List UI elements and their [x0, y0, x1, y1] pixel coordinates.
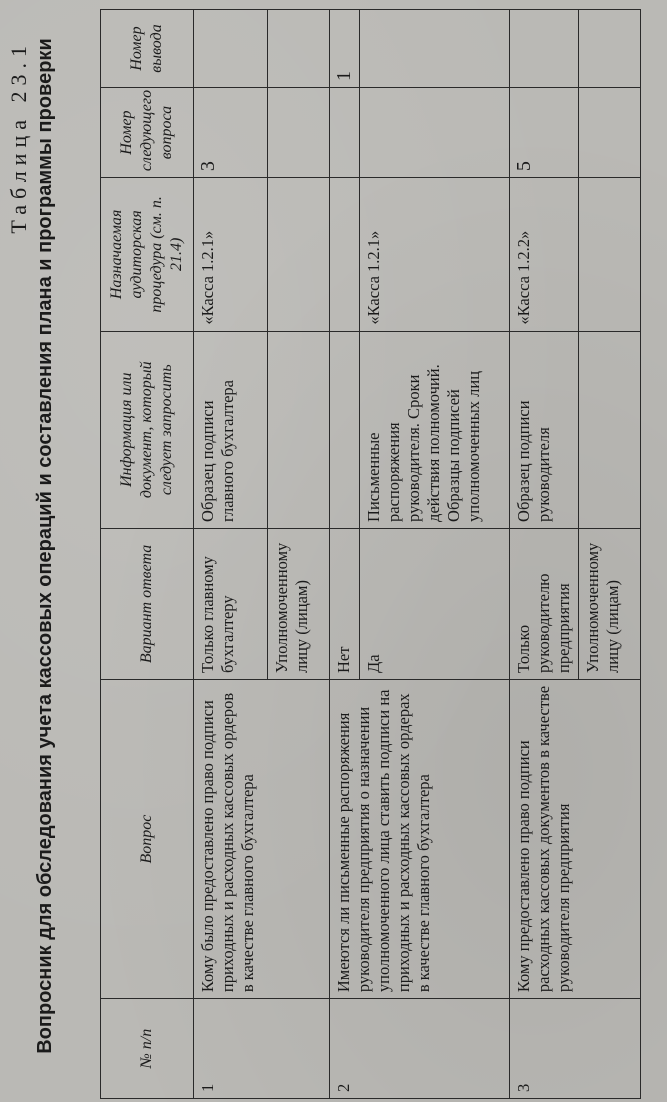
row-number: 2	[330, 999, 510, 1099]
question-text: Кому было предоставлено право подписи приходных и расходных кассовых ордеров в качестве главного бухгалтера	[194, 679, 330, 998]
col-header-question: Вопрос	[101, 679, 194, 998]
col-header-info: Информация или документ, который следует запросить	[101, 331, 194, 528]
col-header-procedure: Назначаемая аудиторская процедура (см. п. 21.4)	[101, 178, 194, 331]
answer-option: Нет	[330, 528, 360, 679]
answer-option: Только руководителю предприятия	[510, 528, 579, 679]
table-row	[194, 10, 268, 1099]
next-question: 3	[194, 88, 268, 178]
col-header-num: № п/п	[101, 999, 194, 1099]
table-row	[510, 10, 579, 1099]
col-header-conclusion: Номер вывода	[101, 10, 194, 88]
answer-option: Только главному бухгалтеру	[194, 528, 268, 679]
next-question: 5	[510, 88, 579, 178]
next-question	[268, 88, 330, 178]
row-number: 3	[510, 999, 641, 1099]
col-header-answer: Вариант ответа	[101, 528, 194, 679]
question-text: Имеются ли письменные распоряжения руководителя предприятия о назначении уполномоченного лица ставить подписи на приходных и расходных кассовых ордерах в качестве главного бухгалтера	[330, 679, 510, 998]
audit-procedure	[579, 178, 641, 331]
question-text: Кому предоставлено право подписи расходных кассовых документов в качестве руководителя предприятия	[510, 679, 641, 998]
audit-procedure: «Касса 1.2.1»	[360, 178, 510, 331]
col-header-next: Номер следующего вопроса	[101, 88, 194, 178]
info-request	[579, 331, 641, 528]
info-request	[330, 331, 360, 528]
info-request	[268, 331, 330, 528]
answer-option: Уполномоченному лицу (лицам)	[579, 528, 641, 679]
row-number: 1	[194, 999, 330, 1099]
audit-procedure	[330, 178, 360, 331]
audit-procedure	[268, 178, 330, 331]
info-request: Письменные распоряжения руководителя. Сроки действия полномочий. Образцы подписей уполномоченных лиц	[360, 331, 510, 528]
conclusion-number: 1	[330, 10, 360, 88]
questionnaire-table	[100, 9, 641, 1099]
answer-option: Уполномоченному лицу (лицам)	[268, 528, 330, 679]
conclusion-number	[360, 10, 510, 88]
next-question	[330, 88, 360, 178]
audit-procedure: «Касса 1.2.1»	[194, 178, 268, 331]
header-row	[101, 10, 194, 1099]
conclusion-number	[579, 10, 641, 88]
info-request: Образец подписи главного бухгалтера	[194, 331, 268, 528]
table-label: Таблица 23.1	[6, 40, 31, 234]
conclusion-number	[510, 10, 579, 88]
conclusion-number	[268, 10, 330, 88]
conclusion-number	[194, 10, 268, 88]
answer-option: Да	[360, 528, 510, 679]
table-title: Вопросник для обследования учета кассовых операций и составления плана и программы проверки	[34, 38, 56, 1054]
table-row	[330, 10, 360, 1099]
next-question	[579, 88, 641, 178]
info-request: Образец подписи руководителя	[510, 331, 579, 528]
next-question	[360, 88, 510, 178]
audit-procedure: «Касса 1.2.2»	[510, 178, 579, 331]
